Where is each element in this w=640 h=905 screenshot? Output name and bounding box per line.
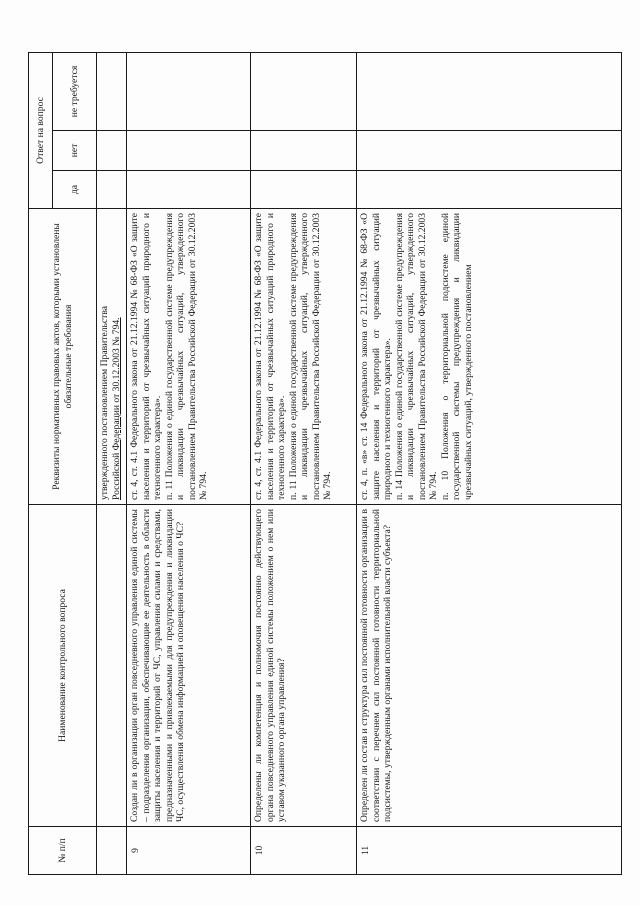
row-number: 11 (357, 827, 622, 875)
answer-not-required-cell[interactable] (357, 52, 622, 130)
question-text: Определены ли компетенция и полномочия постоянно действующего органа повседневного управления единой системы положением о нем или уставом указанного органа управления? (251, 505, 357, 827)
cell-question (97, 505, 127, 827)
header-question: Наименование контрольного вопроса (29, 505, 97, 827)
answer-yes-cell[interactable] (251, 171, 357, 209)
question-text: Создан ли в организации орган повседневного управления единой системы – подразделения организации, обеспечивающие ее деятельность в области защиты населения и территорий от ЧС, управления силами и средствами, предназначенными и привлекаемыми для предупреждения и ликвидации ЧС, осуществления обмена информацией и оповещения населения о ЧС? (127, 505, 251, 827)
answer-not-required-cell[interactable] (127, 52, 251, 130)
answer-no-cell[interactable] (357, 131, 622, 171)
answer-no-cell[interactable] (251, 131, 357, 171)
cell-number (97, 827, 127, 875)
requirements-table (28, 52, 622, 875)
requisite-item: п. 14 Положения о единой государственной системе предупреждения и ликвидации чрезвычайных ситуаций, утвержденного постановлением Правительства Российской Федерации от 30.12.2003 № 794. (393, 213, 439, 500)
cell-answer-not-required (97, 52, 127, 130)
header-answer-not-required: не требуется (53, 52, 97, 130)
cell-answer-yes (97, 171, 127, 209)
requisite-item: ст. 4, ст. 4.1 Федерального закона от 21.12.1994 № 68-ФЗ «О защите населения и территорий от чрезвычайных ситуаций природного и техногенного характера». (129, 213, 163, 500)
requisite-item: ст. 4, п. «в» ст. 14 Федерального закона от 21.12.1994 № 68-ФЗ «О защите населения и территорий от чрезвычайных ситуаций природного и техногенного характера». (359, 213, 393, 500)
requisites-cell (127, 209, 251, 505)
row-number: 10 (251, 827, 357, 875)
answer-yes-cell[interactable] (127, 171, 251, 209)
requisites-cell (251, 209, 357, 505)
header-requisites: Реквизиты нормативных правовых актов, которыми установлены обязательные требования (29, 209, 97, 505)
requisite-item: п. 10 Положения о территориальной подсистеме единой государственной системы предупреждения и ликвидации чрезвычайных ситуаций, утвержденного постановлением (439, 213, 474, 500)
continuation-line: Российской Федерации от 30.12.2003 № 794. (110, 317, 122, 500)
header-answer-no: нет (53, 131, 97, 171)
question-text: Определен ли состав и структура сил постоянной готовности организации в соответствии с перечнем сил постоянной готовности территориальной подсистемы, утвержденным органами исполнительной власти субъекта? (357, 505, 622, 827)
table-row-continuation (97, 52, 127, 874)
table-row (251, 52, 357, 874)
requisites-cell (357, 209, 622, 505)
header-answer: Ответ на вопрос (29, 52, 53, 208)
row-number: 9 (127, 827, 251, 875)
header-number: № п/п (29, 827, 97, 875)
table-row (357, 52, 622, 874)
rotated-table-container (28, 53, 622, 875)
requisite-item: п. 11 Положения о единой государственной системе предупреждения и ликвидации чрезвычайных ситуаций, утвержденного постановлением Правительства Российской Федерации от 30.12.2003 № 794. (287, 213, 333, 500)
continuation-line: утвержденного постановлением Правительства (99, 306, 110, 500)
requisite-item: ст. 4, ст. 4.1 Федерального закона от 21.12.1994 № 68-ФЗ «О защите населения и территорий от чрезвычайных ситуаций природного и техногенного характера». (253, 213, 287, 500)
answer-yes-cell[interactable] (357, 171, 622, 209)
table-row (127, 52, 251, 874)
header-answer-yes: да (53, 171, 97, 209)
answer-no-cell[interactable] (127, 131, 251, 171)
cell-answer-no (97, 131, 127, 171)
cell-requisites (97, 209, 127, 505)
answer-not-required-cell[interactable] (251, 52, 357, 130)
requisite-item: п. 11 Положения о единой государственной системе предупреждения и ликвидации чрезвычайных ситуаций, утвержденного постановлением Правительства Российской Федерации от 30.12.2003 № 794. (163, 213, 209, 500)
